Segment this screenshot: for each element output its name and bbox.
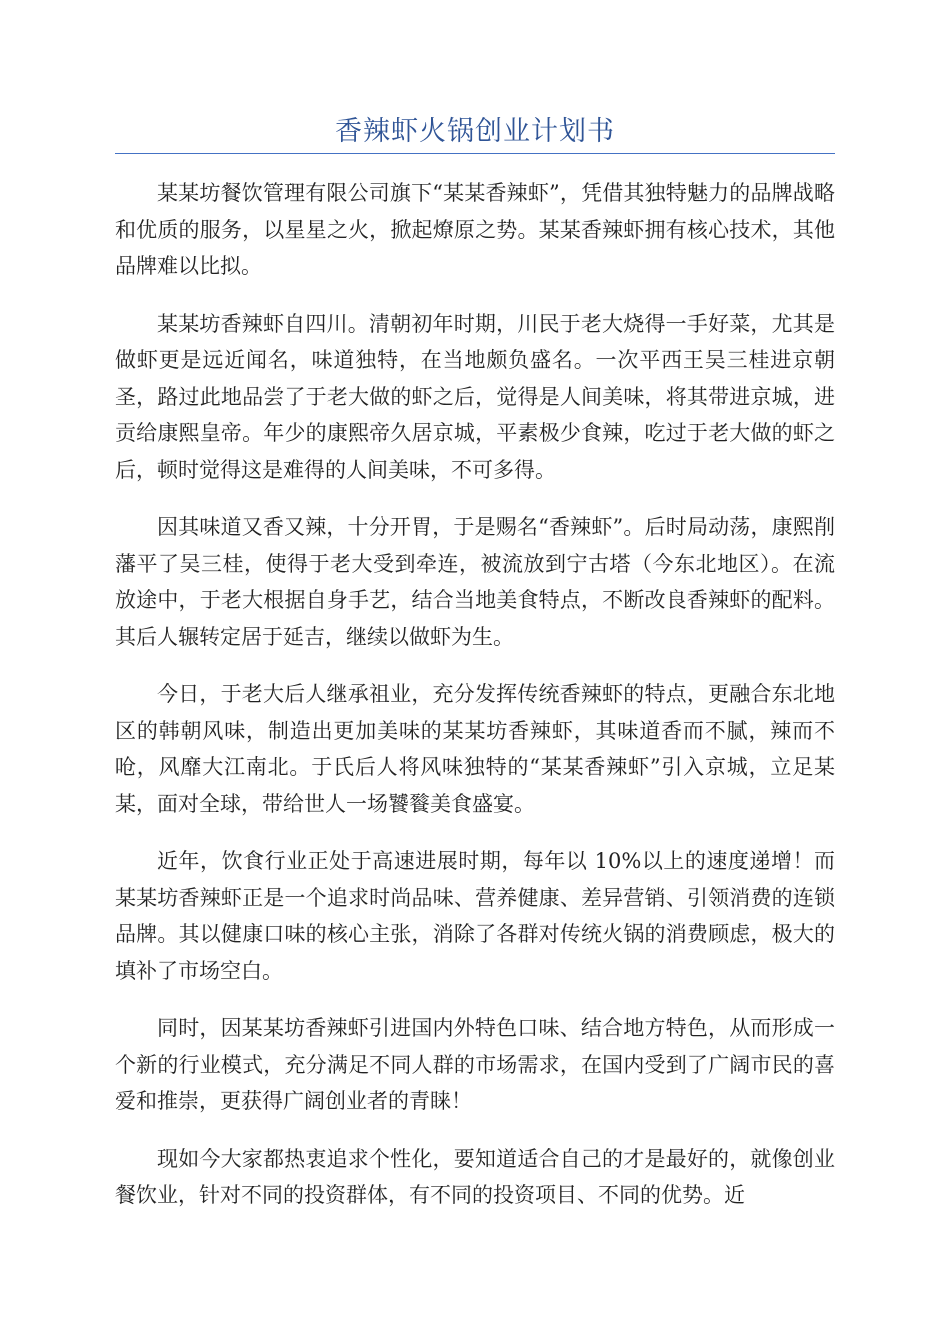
paragraph-6: 同时，因某某坊香辣虾引进国内外特色口味、结合地方特色，从而形成一个新的行业模式，充分满足不同人群的市场需求，在国内受到了广阔市民的喜爱和推崇，更获得广阔创业者的青睐！ bbox=[115, 1016, 835, 1113]
paragraph-4: 今日，于老大后人继承祖业，充分发挥传统香辣虾的特点，更融合东北地区的韩朝风味，制造出更加美味的某某坊香辣虾，其味道香而不腻，辣而不呛，风靡大江南北。于氏后人将风味独特的“某某香辣虾”引入京城，立足某某，面对全球，带给世人一场饕餮美食盛宴。 bbox=[115, 682, 835, 816]
paragraph-2: 某某坊香辣虾自四川。清朝初年时期，川民于老大烧得一手好菜，尤其是做虾更是远近闻名，味道独特，在当地颇负盛名。一次平西王吴三桂进京朝圣，路过此地品尝了于老大做的虾之后，觉得是人间美味，将其带进京城，进贡给康熙皇帝。年少的康熙帝久居京城，平素极少食辣，吃过于老大做的虾之后，顿时觉得这是难得的人间美味，不可多得。 bbox=[115, 311, 835, 482]
document-body bbox=[115, 175, 835, 1235]
paragraph-5: 近年，饮食行业正处于高速进展时期，每年以 10%以上的速度递增！而某某坊香辣虾正是一个追求时尚品味、营养健康、差异营销、引领消费的连锁品牌。其以健康口味的核心主张，消除了各群对传统火锅的消费顾虑，极大的填补了市场空白。 bbox=[115, 849, 835, 983]
paragraph-3: 因其味道又香又辣，十分开胃，于是赐名“香辣虾”。后时局动荡，康熙削藩平了吴三桂，使得于老大受到牵连，被流放到宁古塔（今东北地区）。在流放途中，于老大根据自身手艺，结合当地美食特点，不断改良香辣虾的配料。其后人辗转定居于延吉，继续以做虾为生。 bbox=[115, 515, 835, 649]
paragraph-1: 某某坊餐饮管理有限公司旗下“某某香辣虾”，凭借其独特魅力的品牌战略和优质的服务，以星星之火，掀起燎原之势。某某香辣虾拥有核心技术，其他品牌难以比拟。 bbox=[115, 181, 835, 278]
paragraph-7: 现如今大家都热衷追求个性化，要知道适合自己的才是最好的，就像创业餐饮业，针对不同的投资群体，有不同的投资项目、不同的优势。近 bbox=[115, 1146, 835, 1207]
title-underline bbox=[115, 153, 835, 154]
document-title: 香辣虾火锅创业计划书 bbox=[335, 116, 615, 147]
